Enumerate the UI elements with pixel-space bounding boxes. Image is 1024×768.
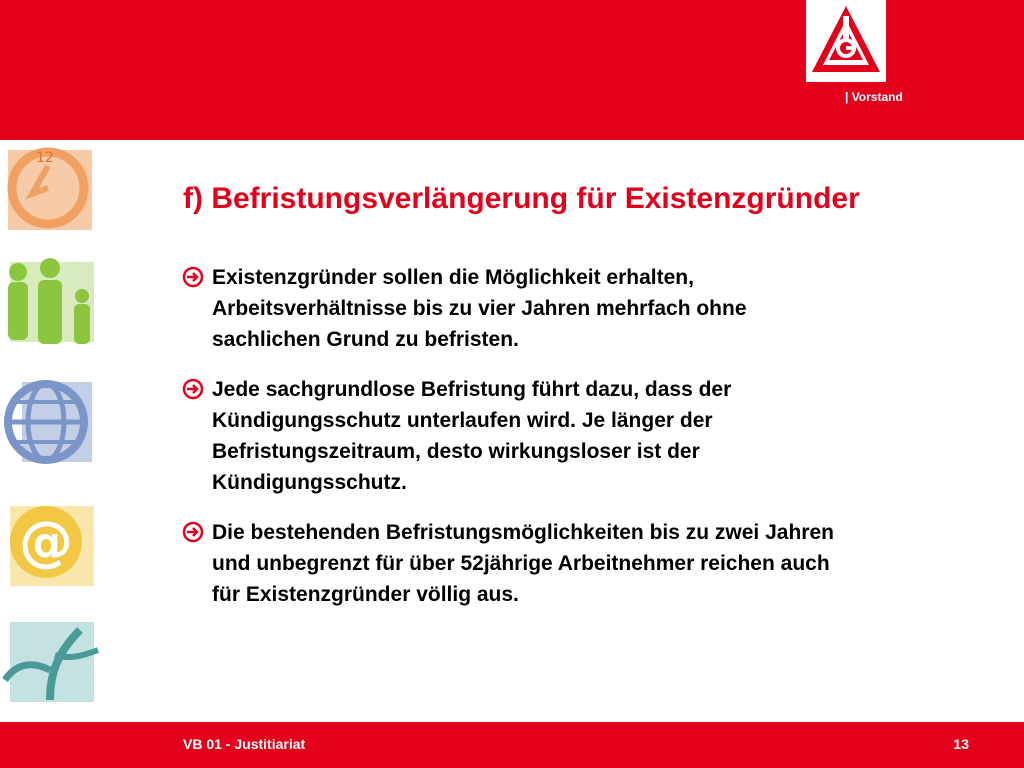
igm-logo xyxy=(806,0,886,82)
bullet-list xyxy=(182,262,992,629)
family-icon xyxy=(0,252,108,352)
clock-icon xyxy=(0,140,108,240)
footer-band xyxy=(0,722,1024,768)
header-band xyxy=(0,0,1024,140)
bullet-item xyxy=(182,262,992,355)
at-sign-gear-icon xyxy=(0,492,108,592)
globe-icon xyxy=(0,372,108,472)
bullet-item xyxy=(182,374,992,498)
arrow-bullet-icon xyxy=(182,266,204,288)
slide-title: f) Befristungsverlängerung für Existenzgründer xyxy=(183,182,860,215)
plant-icon xyxy=(0,610,108,710)
bullet-text: Jede sachgrundlose Befristung führt dazu, dass der Kündigungsschutz unterlaufen wird. Je länger der Befristungszeitraum, desto wirkungsloser ist der Kündigungsschutz. xyxy=(212,378,732,494)
igm-logo-icon xyxy=(808,2,884,80)
svg-text:@: @ xyxy=(19,510,73,573)
org-unit-label: | Vorstand xyxy=(845,90,903,104)
arrow-bullet-icon xyxy=(182,521,204,543)
page-number: 13 xyxy=(953,736,969,752)
bullet-text: Die bestehenden Befristungsmöglichkeiten bis zu zwei Jahren und unbegrenzt für über 52jährige Arbeitnehmer reichen auch für Existenzgründer völlig aus. xyxy=(212,521,834,606)
footer-department: VB 01 - Justitiariat xyxy=(183,736,306,752)
sidebar-icon-column xyxy=(0,140,110,720)
bullet-text: Existenzgründer sollen die Möglichkeit erhalten, Arbeitsverhältnisse bis zu vier Jahren mehrfach ohne sachlichen Grund zu befristen. xyxy=(212,266,747,351)
bullet-item xyxy=(182,517,992,610)
arrow-bullet-icon xyxy=(182,378,204,400)
svg-text:12: 12 xyxy=(36,150,54,166)
